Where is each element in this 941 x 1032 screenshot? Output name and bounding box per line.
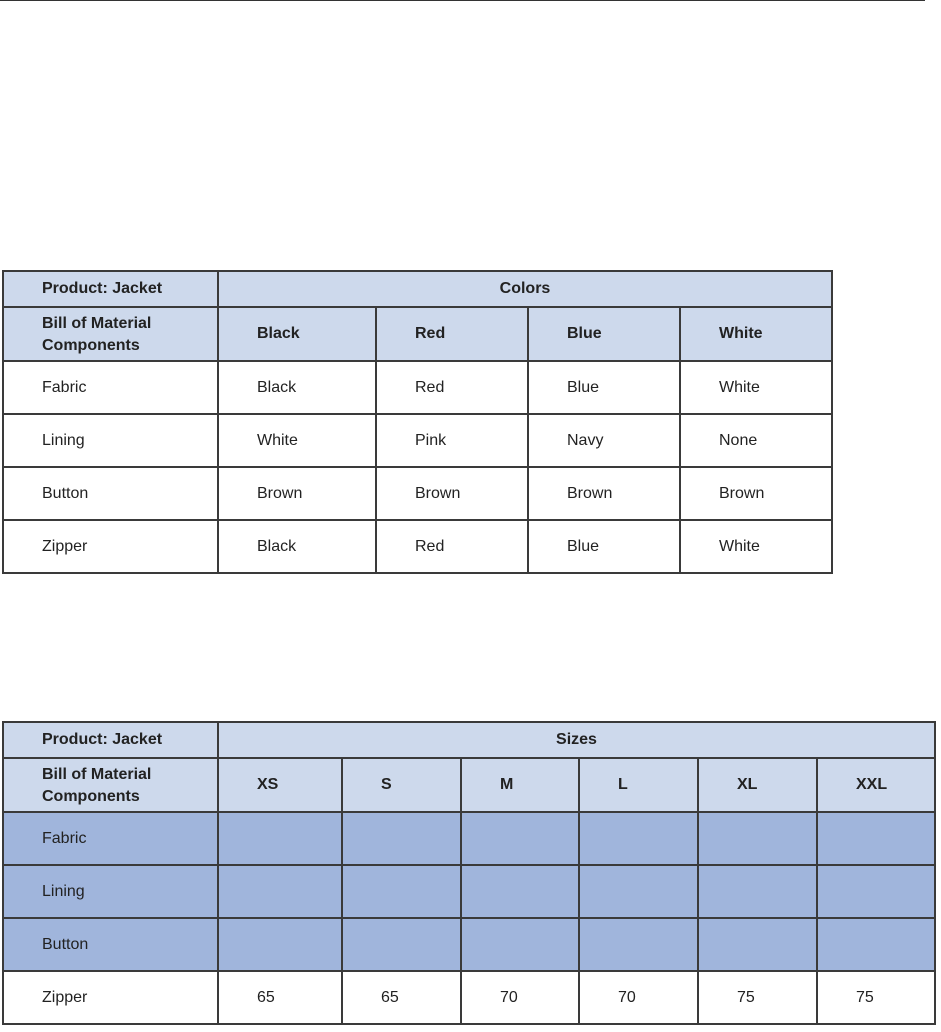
table-cell: 65 (342, 971, 461, 1024)
column-header: M (461, 758, 579, 812)
table-cell: 70 (579, 971, 698, 1024)
table-cell: Red (376, 361, 528, 414)
table-row (3, 918, 935, 971)
table-cell (461, 865, 579, 918)
table-cell (342, 812, 461, 865)
table-cell: None (680, 414, 832, 467)
colors-table (2, 270, 833, 574)
table-cell (461, 812, 579, 865)
table-cell (461, 918, 579, 971)
table-row (3, 361, 832, 414)
colors-header-row (3, 307, 832, 361)
colors-group-label: Colors (218, 271, 832, 307)
table-cell: Pink (376, 414, 528, 467)
table-cell: 75 (817, 971, 935, 1024)
table-cell: White (218, 414, 376, 467)
table-cell: Brown (528, 467, 680, 520)
product-label: Product: Jacket (3, 722, 218, 758)
table-cell (218, 812, 342, 865)
table-row (3, 865, 935, 918)
column-header: Red (376, 307, 528, 361)
component-name: Fabric (3, 812, 218, 865)
column-header: Blue (528, 307, 680, 361)
table-row (3, 812, 935, 865)
sizes-group-label: Sizes (218, 722, 935, 758)
colors-title-row (3, 271, 832, 307)
component-name: Zipper (3, 971, 218, 1024)
column-header: XXL (817, 758, 935, 812)
table-cell: Brown (680, 467, 832, 520)
product-label: Product: Jacket (3, 271, 218, 307)
component-name: Button (3, 467, 218, 520)
component-name: Lining (3, 414, 218, 467)
table-cell: 75 (698, 971, 817, 1024)
table-cell: 70 (461, 971, 579, 1024)
table-cell: Red (376, 520, 528, 573)
table-cell (342, 865, 461, 918)
table-cell (817, 865, 935, 918)
column-header: XS (218, 758, 342, 812)
table-cell (579, 812, 698, 865)
table-row (3, 467, 832, 520)
table-cell: 65 (218, 971, 342, 1024)
component-name: Fabric (3, 361, 218, 414)
bom-label: Bill of Material Components (3, 758, 218, 812)
table-cell: Blue (528, 520, 680, 573)
component-name: Zipper (3, 520, 218, 573)
sizes-table (2, 721, 936, 1025)
table-cell (698, 865, 817, 918)
table-row (3, 414, 832, 467)
table-cell (698, 918, 817, 971)
table-cell (698, 812, 817, 865)
component-name: Lining (3, 865, 218, 918)
sizes-header-row (3, 758, 935, 812)
sizes-title-row (3, 722, 935, 758)
table-cell (218, 865, 342, 918)
table-cell (579, 865, 698, 918)
table-cell: White (680, 361, 832, 414)
table-cell: White (680, 520, 832, 573)
bom-label: Bill of Material Components (3, 307, 218, 361)
table-cell (817, 812, 935, 865)
column-header: Black (218, 307, 376, 361)
table-cell: Black (218, 520, 376, 573)
table-cell: Black (218, 361, 376, 414)
table-cell: Brown (376, 467, 528, 520)
table-cell (342, 918, 461, 971)
top-rule (0, 0, 925, 1)
column-header: XL (698, 758, 817, 812)
component-name: Button (3, 918, 218, 971)
table-cell: Blue (528, 361, 680, 414)
column-header: White (680, 307, 832, 361)
column-header: L (579, 758, 698, 812)
table-cell (218, 918, 342, 971)
table-cell: Navy (528, 414, 680, 467)
table-cell (579, 918, 698, 971)
table-row (3, 520, 832, 573)
table-cell (817, 918, 935, 971)
table-row (3, 971, 935, 1024)
column-header: S (342, 758, 461, 812)
table-cell: Brown (218, 467, 376, 520)
